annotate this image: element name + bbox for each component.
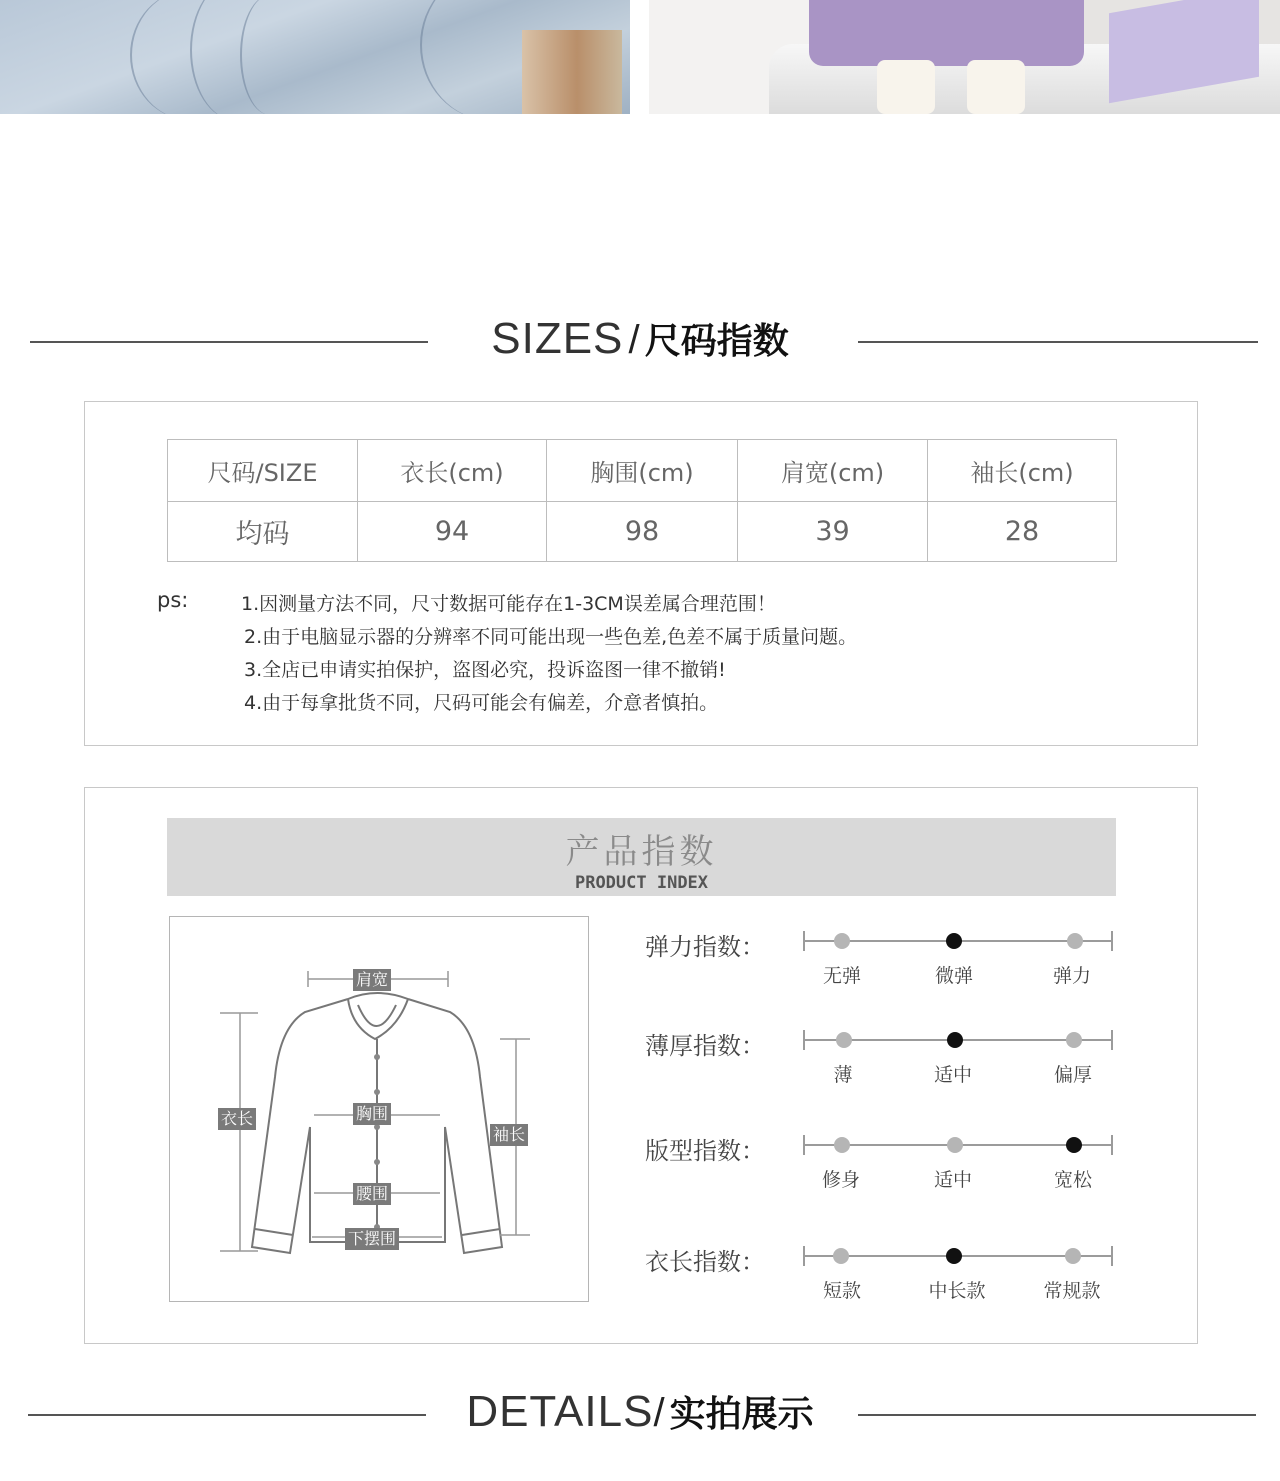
scale-name: 弹力指数：	[645, 933, 765, 961]
scale-name: 薄厚指数：	[645, 1032, 765, 1060]
scale-cap	[803, 1030, 805, 1050]
scale-option: 适中	[933, 1169, 972, 1191]
table-cell: 98	[547, 502, 738, 562]
scale-dot	[1067, 933, 1083, 949]
scale-option: 无弹	[822, 965, 861, 987]
model-leg	[877, 60, 935, 114]
scale-cap	[1111, 931, 1113, 951]
scale-option: 微弹	[934, 965, 973, 987]
scale-option: 中长款	[928, 1280, 986, 1302]
lavender-garment	[809, 0, 1084, 66]
scale-dot-selected	[947, 1032, 963, 1048]
scale-option: 弹力	[1052, 965, 1091, 987]
scale-cap	[803, 1135, 805, 1155]
note-item: 2.由于电脑显示器的分辨率不同可能出现一些色差,色差不属于质量问题。	[244, 626, 858, 648]
size-table	[167, 439, 1117, 562]
scale-option: 常规款	[1043, 1280, 1101, 1302]
table-header-cell: 衣长(cm)	[358, 440, 547, 502]
background-object	[522, 30, 622, 114]
scale-dot-selected	[946, 1248, 962, 1264]
table-cell: 39	[738, 502, 928, 562]
sleeve-length-tag: 袖长	[490, 1124, 528, 1146]
scale-cap	[803, 931, 805, 951]
fit-scale	[645, 1135, 1115, 1205]
sizes-heading	[0, 313, 1280, 373]
details-heading	[0, 1386, 1280, 1446]
length-scale	[645, 1246, 1115, 1316]
product-index-subtitle: PRODUCT INDEX	[574, 873, 709, 893]
scale-cap	[1111, 1135, 1113, 1155]
heading-chinese: 实拍展示	[669, 1394, 814, 1435]
table-row	[168, 502, 1117, 562]
scale-option: 修身	[821, 1169, 860, 1191]
table-header-cell: 尺码/SIZE	[168, 440, 358, 502]
thickness-scale	[645, 1030, 1115, 1100]
heading-slash: /	[628, 318, 640, 362]
heading-chinese: 尺码指数	[644, 321, 789, 362]
table-header-row	[168, 440, 1117, 502]
scale-dot	[834, 933, 850, 949]
table-header-cell: 肩宽(cm)	[738, 440, 928, 502]
product-index-title: 产品指数	[565, 832, 718, 872]
scale-dot	[833, 1248, 849, 1264]
notes-list	[241, 588, 857, 720]
table-cell: 94	[358, 502, 547, 562]
note-item: 1.因测量方法不同，尺寸数据可能存在1-3CM误差属合理范围！	[241, 593, 776, 615]
table-cell: 均码	[168, 502, 358, 562]
scale-cap	[803, 1246, 805, 1266]
measurement-diagram	[169, 916, 589, 1302]
notes-label: ps:	[157, 588, 189, 612]
scale-option: 偏厚	[1053, 1064, 1092, 1086]
shoulder-width-tag: 肩宽	[353, 969, 391, 991]
length-tag: 衣长	[218, 1108, 256, 1130]
table-cell: 28	[928, 502, 1117, 562]
waist-tag: 腰围	[353, 1183, 391, 1205]
scale-dot	[1065, 1248, 1081, 1264]
scale-name: 版型指数：	[645, 1137, 765, 1165]
size-chart-panel	[84, 401, 1198, 746]
scale-cap	[1111, 1030, 1113, 1050]
scale-dot-selected	[946, 933, 962, 949]
scale-dot	[834, 1137, 850, 1153]
fabric-fold	[240, 0, 300, 114]
table-header-cell: 胸围(cm)	[547, 440, 738, 502]
heading-slash: /	[653, 1391, 665, 1435]
table-header-cell: 袖长(cm)	[928, 440, 1117, 502]
product-photo-model-detail	[649, 0, 1280, 114]
heading-english: SIZES	[491, 314, 624, 363]
scale-dot	[836, 1032, 852, 1048]
scale-name: 衣长指数：	[645, 1248, 765, 1276]
heading-english: DETAILS	[466, 1387, 654, 1436]
product-index-banner	[167, 818, 1116, 896]
product-index-panel	[84, 787, 1198, 1344]
scale-dot-selected	[1066, 1137, 1082, 1153]
scale-option: 宽松	[1053, 1169, 1092, 1191]
scale-option: 薄	[833, 1064, 853, 1086]
note-item: 4.由于每拿批货不同，尺码可能会有偏差，介意者慎拍。	[244, 692, 719, 714]
scale-dot	[947, 1137, 963, 1153]
note-item: 3.全店已申请实拍保护，盗图必究，投诉盗图一律不撤销!	[244, 659, 726, 681]
scale-dot	[1066, 1032, 1082, 1048]
scale-option: 短款	[822, 1280, 861, 1302]
scale-option: 适中	[933, 1064, 972, 1086]
product-photo-shirt-detail	[0, 0, 630, 114]
hem-tag: 下摆围	[345, 1228, 399, 1250]
model-leg	[967, 60, 1025, 114]
elasticity-scale	[645, 931, 1115, 1001]
chest-tag: 胸围	[353, 1103, 391, 1125]
scale-cap	[1111, 1246, 1113, 1266]
